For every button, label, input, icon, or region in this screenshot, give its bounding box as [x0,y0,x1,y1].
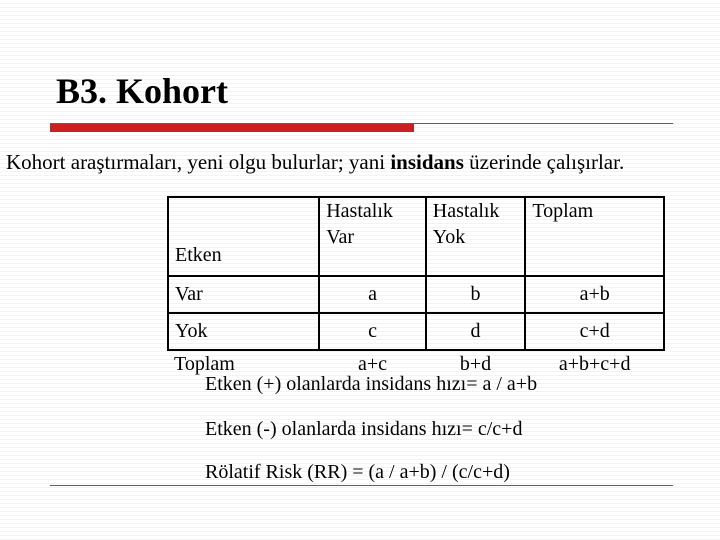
header-hastalik-var-line1: Hastalık [326,200,393,222]
intro-text-after: üzerinde çalışırlar. [463,150,625,174]
table-cell: c+d [525,313,664,350]
table-cell: a [319,276,426,313]
intro-text [6,150,718,175]
table-cell: a+b [525,276,664,313]
bottom-rule [50,485,673,486]
note-relative-risk: Rölatif Risk (RR) = (a / a+b) / (c/c+d) [205,461,510,483]
cohort-table [167,196,665,377]
table-header-row [168,197,664,276]
header-hastalik-yok-line1: Hastalık [432,200,500,222]
header-etken: Etken [168,197,319,276]
intro-text-before: Kohort araştırmaları, yeni olgu bulurlar; yani [6,150,391,174]
header-hastalik-yok [426,197,526,276]
table-cell: c [319,313,426,350]
title-rule-accent [50,124,414,132]
row-label: Var [168,276,319,313]
row-label: Toplam [174,352,235,375]
table-cell: b+d [459,352,492,375]
intro-text-bold: insidans [390,150,464,174]
header-hastalik-var-line2: Var [326,226,354,248]
header-hastalik-var [319,197,426,276]
table-row [168,313,664,350]
header-toplam: Toplam [525,197,664,276]
table-row [168,276,664,313]
table-cell: a+b+c+d [558,352,631,375]
table-cell: b [426,276,526,313]
header-hastalik-yok-line2: Yok [432,226,466,248]
table-cell: a+c [357,352,388,375]
note-etken-negative: Etken (-) olanlarda insidans hızı= c/c+d [205,418,523,440]
note-etken-positive: Etken (+) olanlarda insidans hızı= a / a+b [205,373,538,395]
table-cell: d [426,313,526,350]
row-label: Yok [168,313,319,350]
slide-title: B3. Kohort [56,71,229,111]
